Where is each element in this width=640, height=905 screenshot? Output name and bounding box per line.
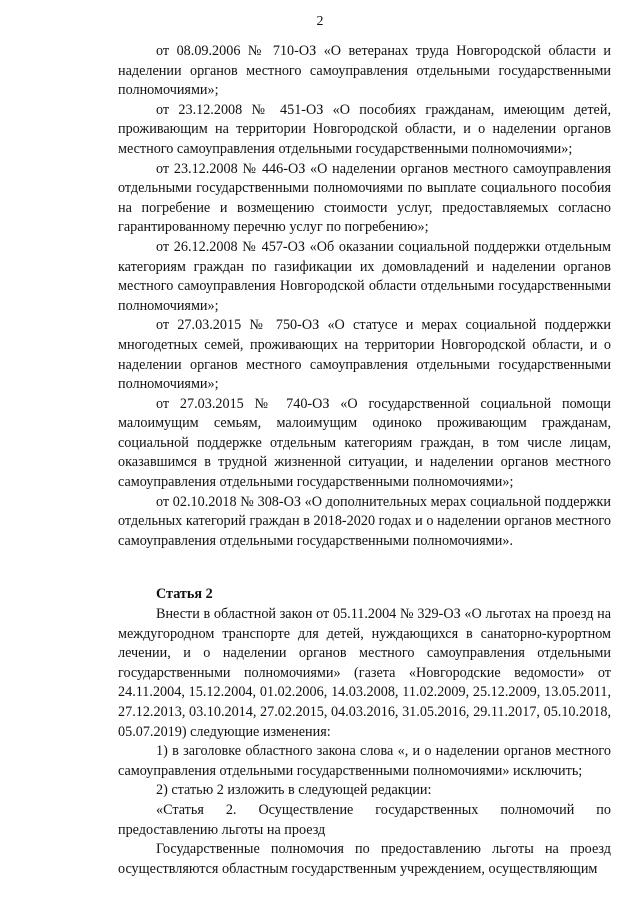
law-list-item: от 23.12.2008 № 451-ОЗ «О пособиях гражданам, имеющим детей, проживающим на территории Новгородской области, и о наделении органов местного самоуправления отдельными государственными полномочиями»; — [118, 101, 611, 157]
law-list-item: от 27.03.2015 № 740-ОЗ «О государственной социальной помощи малоимущим семьям, малоимущим одиноко проживающим гражданам, социальной поддержке отдельным категориям граждан, в том числе лицам, оказавшимся в трудной жизненной ситуации, и наделении органов местного самоуправления отдельными государственными полномочиями»; — [118, 395, 611, 491]
law-list-item: от 08.09.2006 № 710-ОЗ «О ветеранах труда Новгородской области и наделении органов местного самоуправления отдельными государственными полномочиями»; — [118, 43, 611, 99]
article-paragraph: «Статья 2. Осуществление государственных полномочий по предоставлению льготы на проезд — [118, 801, 611, 838]
law-list-item: от 26.12.2008 № 457-ОЗ «Об оказании социальной поддержки отдельным категориям граждан по газификации их домовладений и наделении органов местного самоуправления Новгородской области отдельными государственными полномочиями»; — [118, 238, 611, 314]
section-spacer — [118, 551, 611, 585]
article-paragraph: Государственные полномочия по предоставлению льготы на проезд осуществляются областным государственным учреждением, осуществляющим — [118, 841, 611, 877]
law-list-item: от 02.10.2018 № 308-ОЗ «О дополнительных мерах социальной поддержки отдельных категорий граждан в 2018-2020 годах и о наделении органов местного самоуправления отдельными государственными полномочиями». — [118, 493, 611, 549]
law-list-item: от 23.12.2008 № 446-ОЗ «О наделении органов местного самоуправления отдельными государственными полномочиями по выплате социального пособия на погребение и возмещению стоимости услуг, предоставляемых согласно гарантированному перечню услуг по погребению»; — [118, 160, 611, 236]
law-list-item: от 27.03.2015 № 750-ОЗ «О статусе и мерах социальной поддержки многодетных семей, проживающих на территории Новгородской области, и о наделении органов местного самоуправления отдельными государственными полномочиями»; — [118, 317, 611, 393]
article-paragraph: 1) в заголовке областного закона слова «, и о наделении органов местного самоуправления отдельными государственными полномочиями» исключить; — [118, 743, 611, 779]
article-heading: Статья 2 — [156, 586, 213, 603]
document-body — [118, 42, 611, 879]
article-paragraph: 2) статью 2 изложить в следующей редакции: — [156, 782, 432, 799]
page-number: 2 — [316, 14, 324, 29]
article-paragraph: Внести в областной закон от 05.11.2004 № 329-ОЗ «О льготах на проезд на междугородном транспорте для детей, нуждающихся в санаторно-курортном лечении, и о наделении органов местного самоуправления отдельными государственными полномочиями» (газета «Новгородские ведомости» от 24.11.2004, 15.12.2004, 01.02.2006, 14.03.2008, 11.02.2009, 25.12.2009, 13.05.2011, 27.12.2013, 03.10.2014, 27.02.2015, 04.03.2016, 31.05.2016, 29.11.2017, 05.10.2018, 05.07.2019) следующие изменения: — [118, 606, 611, 740]
